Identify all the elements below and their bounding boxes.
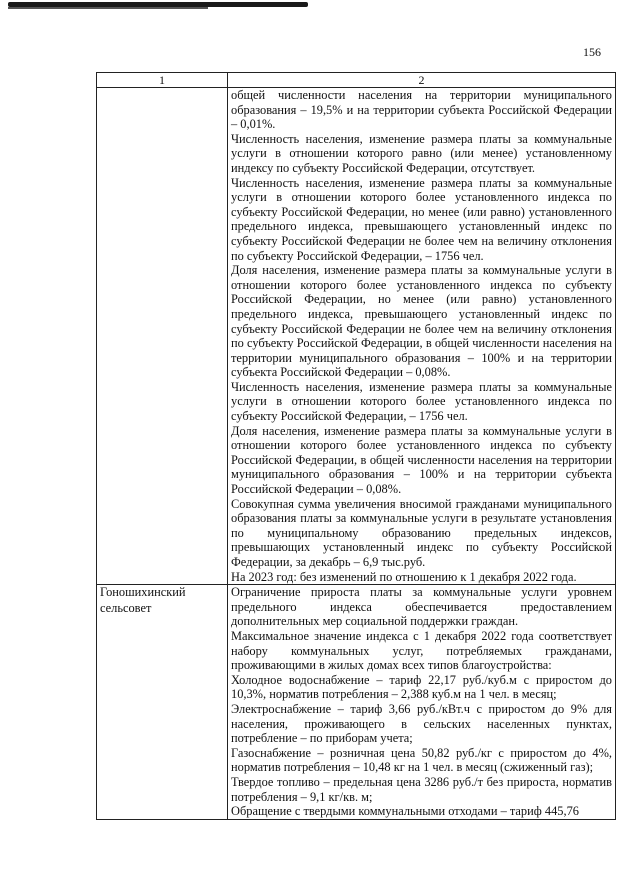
paragraph: Газоснабжение – розничная цена 50,82 руб./кг с приростом до 4%, норматив потребления – 10,48 кг на 1 чел. в месяц (сжиженный газ);: [231, 745, 612, 775]
document-table: [96, 72, 616, 820]
paragraph: Электроснабжение – тариф 3,66 руб./кВт.ч с приростом до 9% для населения, проживающего в сельских населенных пунктах, потребление – по приборам учета;: [231, 701, 612, 746]
paragraph: Доля населения, изменение размера платы за коммунальные услуги в отношении которого более установленного индекса по субъекту Российской Федерации, в общей численности населения на территории муниципального образования – 100% и на территории субъекта Российской Федерации – 0,08%.: [231, 423, 612, 497]
scan-artifact-line: [8, 7, 208, 9]
table-row: [97, 88, 616, 585]
municipality-cell: Гоношихинский сельсовет: [97, 585, 228, 820]
column-2-header: 2: [228, 73, 616, 88]
page-number: 156: [583, 45, 601, 59]
table-row: [97, 585, 616, 820]
paragraph: На 2023 год: без изменений по отношению к 1 декабря 2022 года.: [231, 569, 577, 584]
paragraph: Максимальное значение индекса с 1 декабря 2022 года соответствует набору коммунальных услуг, потребляемых гражданами, проживающими в жилых домах всех типов благоустройства:: [231, 628, 612, 673]
paragraph: Численность населения, изменение размера платы за коммунальные услуги в отношении которого равно (или менее) установленному индексу по субъекту Российской Федерации, отсутствует.: [231, 131, 612, 175]
paragraph: Холодное водоснабжение – тариф 22,17 руб./куб.м с приростом до 10,3%, норматив потребления – 2,388 куб.м на 1 чел. в месяц;: [231, 672, 612, 702]
paragraph: Ограничение прироста платы за коммунальные услуги уровнем предельного индекса обеспечивается предоставлением дополнительных мер социальной поддержки граждан.: [231, 585, 612, 629]
description-cell: [228, 88, 616, 585]
paragraph: Обращение с твердыми коммунальными отходами – тариф 445,76: [231, 804, 579, 819]
paragraph: Численность населения, изменение размера платы за коммунальные услуги в отношении которого более установленного индекса по субъекту Российской Федерации, но менее (или равно) установленного предельного индекса, превышающего установленный индекс по субъекту Российской Федерации не более чем на величину отклонения по субъекту Российской Федерации, – 1756 чел.: [231, 175, 612, 263]
municipality-cell: [97, 88, 228, 585]
description-cell: [228, 585, 616, 820]
table-header-row: [97, 73, 616, 88]
paragraph: Доля населения, изменение размера платы за коммунальные услуги в отношении которого более установленного индекса по субъекту Российской Федерации, но менее (или равно) установленного предельного индекса, превышающего установленный индекс по субъекту Российской Федерации не более чем на величину отклонения по субъекту Российской Федерации, в общей численности населения на территории муниципального образования – 100% и на территории субъекта Российской Федерации – 0,08%.: [231, 263, 612, 380]
paragraph: Совокупная сумма увеличения вносимой гражданами муниципального образования платы за коммунальные услуги в результате установления по муниципальному образованию предельных индексов, превышающих установленный индекс по субъекту Российской Федерации, за декабрь – 6,9 тыс.руб.: [231, 496, 612, 569]
column-1-header: 1: [97, 73, 228, 88]
paragraph: Численность населения, изменение размера платы за коммунальные услуги в отношении которого более установленного индекса по субъекту Российской Федерации, – 1756 чел.: [231, 379, 612, 424]
paragraph: общей численности населения на территории муниципального образования – 19,5% и на территории субъекта Российской Федерации – 0,01%.: [231, 88, 612, 132]
paragraph: Твердое топливо – предельная цена 3286 руб./т без прироста, норматив потребления – 9,1 кг/кв. м;: [231, 774, 612, 804]
